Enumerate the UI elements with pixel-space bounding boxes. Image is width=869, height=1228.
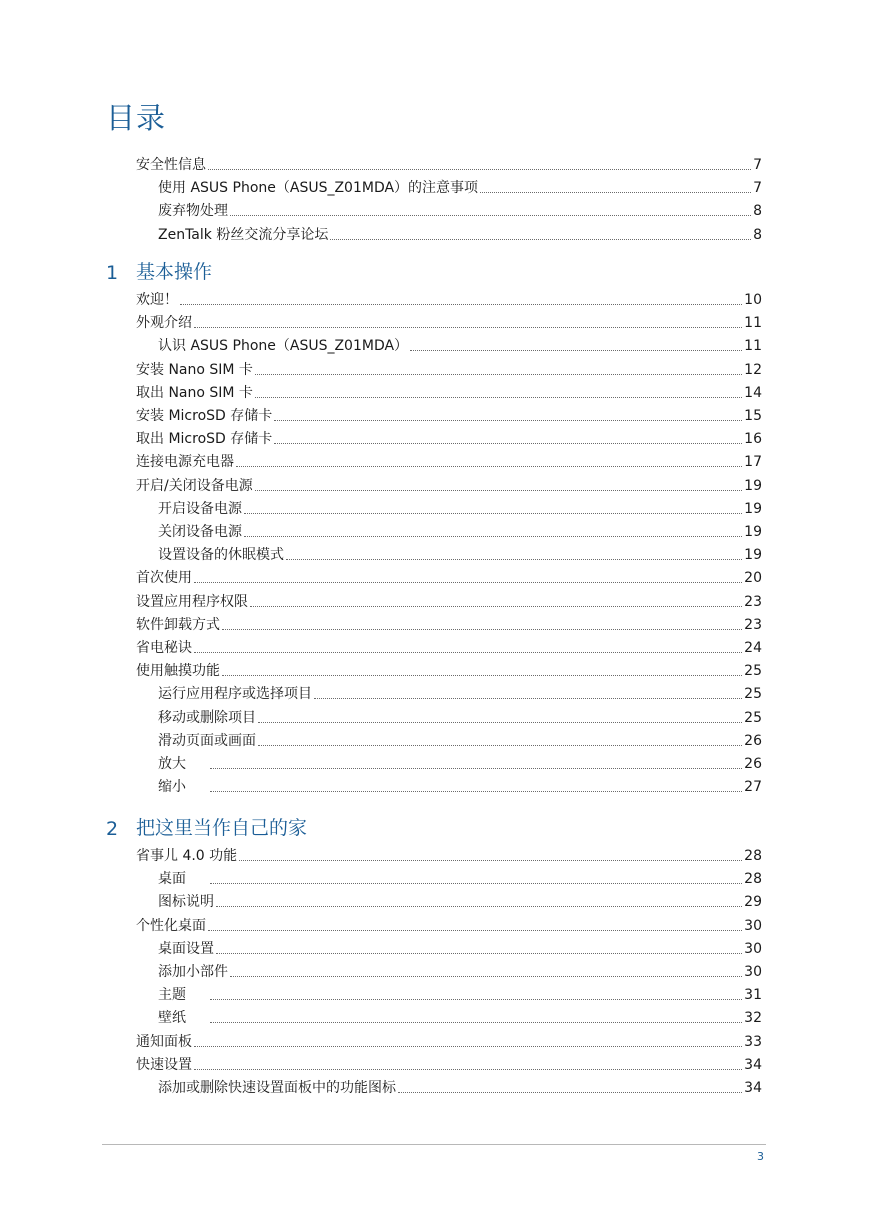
toc-entry-page: 15: [744, 408, 762, 424]
footer-page-number: 3: [757, 1150, 764, 1163]
toc-entry[interactable]: [136, 154, 762, 174]
toc-dot-leader: [258, 721, 742, 723]
toc-dot-leader: [180, 303, 742, 305]
toc-entry-label: 图标说明: [158, 894, 214, 911]
toc-entry-page: 23: [744, 593, 762, 610]
toc-entry-label: 滑动页面或画面: [158, 732, 256, 749]
toc-entry-label: 欢迎！: [136, 292, 178, 308]
toc-entry-label: 个性化桌面: [136, 917, 206, 934]
toc-entry-page: 34: [744, 1056, 762, 1073]
toc-entry-page: 19: [744, 477, 762, 494]
toc-entry-page: 28: [744, 871, 762, 888]
toc-entry-page: 10: [744, 292, 762, 308]
toc-dot-leader: [210, 882, 742, 884]
toc-dot-leader: [239, 859, 742, 861]
toc-entry[interactable]: [136, 359, 762, 379]
toc-entry[interactable]: [136, 289, 762, 309]
toc-dot-leader: [330, 238, 751, 240]
toc-entry[interactable]: [136, 915, 762, 935]
toc-entry[interactable]: [136, 312, 762, 332]
toc-entry[interactable]: [158, 730, 762, 750]
toc-entry-page: 30: [744, 964, 762, 980]
toc-entry-page: 14: [744, 384, 762, 401]
chapter-number: 1: [106, 262, 119, 284]
toc-entry[interactable]: [136, 382, 762, 402]
toc-entry-page: 34: [744, 1080, 762, 1096]
toc-entry-page: 26: [744, 732, 762, 749]
footer-divider: [102, 1144, 766, 1145]
toc-entry-label: 主题: [158, 987, 186, 1004]
toc-entry-label: 认识 ASUS Phone（ASUS_Z01MDA）: [158, 338, 409, 355]
toc-entry-page: 19: [744, 547, 762, 564]
toc-entry-label: 安装 Nano SIM 卡: [136, 361, 253, 378]
toc-entry-label: 关闭设备电源: [158, 524, 242, 540]
toc-dot-leader: [258, 744, 742, 746]
toc-dot-leader: [480, 191, 751, 193]
toc-entry[interactable]: [136, 475, 762, 495]
toc-entry-label: 快速设置: [136, 1056, 192, 1073]
toc-entry[interactable]: [136, 1031, 762, 1051]
toc-entry[interactable]: [136, 845, 762, 865]
toc-entry-page: 19: [744, 500, 762, 517]
toc-entry[interactable]: [136, 567, 762, 587]
toc-entry-page: 32: [744, 1010, 762, 1027]
toc-entry-label: 通知面板: [136, 1033, 192, 1050]
toc-entry-page: 11: [744, 338, 762, 355]
toc-entry[interactable]: [158, 707, 762, 727]
toc-entry-label: 使用 ASUS Phone（ASUS_Z01MDA）的注意事项: [158, 180, 479, 197]
chapter-heading[interactable]: [106, 258, 212, 284]
toc-entry-label: 设置设备的休眠模式: [158, 547, 284, 564]
toc-entry-label: 废弃物处理: [158, 203, 228, 220]
toc-entry[interactable]: [158, 544, 762, 564]
toc-entry-label: 省事儿 4.0 功能: [136, 848, 238, 864]
toc-dot-leader: [230, 975, 742, 977]
toc-dot-leader: [230, 214, 751, 216]
toc-entry-label: 取出 Nano SIM 卡: [136, 384, 253, 401]
toc-entry[interactable]: [158, 868, 762, 888]
chapter-number: 2: [106, 818, 119, 840]
toc-entry[interactable]: [158, 498, 762, 518]
toc-dot-leader: [210, 1021, 742, 1023]
toc-entry-page: 20: [744, 570, 762, 587]
chapter-title: 把这里当作自己的家: [136, 817, 308, 839]
toc-entry-label: 省电秘诀: [136, 640, 192, 656]
toc-entry[interactable]: [136, 451, 762, 471]
toc-dot-leader: [194, 1068, 742, 1070]
toc-entry-page: 24: [744, 640, 762, 656]
toc-dot-leader: [286, 558, 742, 560]
toc-entry-label: 桌面: [158, 871, 186, 888]
toc-entry-label: 添加小部件: [158, 964, 228, 980]
toc-entry-page: 30: [744, 940, 762, 957]
toc-entry[interactable]: [158, 961, 762, 981]
toc-dot-leader: [194, 581, 742, 583]
toc-entry-page: 17: [744, 454, 762, 471]
toc-entry-page: 29: [744, 894, 762, 911]
toc-entry[interactable]: [158, 177, 762, 197]
toc-entry-page: 11: [744, 315, 762, 332]
toc-entry-label: 开启/关闭设备电源: [136, 477, 253, 494]
toc-entry[interactable]: [136, 637, 762, 657]
toc-entry-page: 25: [744, 663, 762, 680]
toc-entry[interactable]: [158, 335, 762, 355]
toc-entry[interactable]: [136, 614, 762, 634]
toc-dot-leader: [274, 419, 742, 421]
toc-entry-label: 桌面设置: [158, 940, 214, 957]
toc-dot-leader: [222, 628, 742, 630]
toc-entry-label: 安装 MicroSD 存储卡: [136, 408, 273, 424]
toc-dot-leader: [255, 373, 742, 375]
toc-entry-page: 8: [753, 203, 762, 220]
toc-dot-leader: [398, 1091, 742, 1093]
toc-entry[interactable]: [136, 428, 762, 448]
toc-dot-leader: [210, 998, 742, 1000]
toc-entry-page: 7: [753, 157, 762, 173]
toc-entry-page: 16: [744, 431, 762, 448]
toc-entry[interactable]: [136, 405, 762, 425]
toc-entry[interactable]: [136, 591, 762, 611]
toc-entry-page: 30: [744, 917, 762, 934]
toc-entry-label: 外观介绍: [136, 315, 192, 332]
toc-entry-page: 26: [744, 756, 762, 772]
toc-entry-label: 开启设备电源: [158, 500, 242, 517]
chapter-heading[interactable]: [106, 814, 307, 840]
toc-dot-leader: [222, 674, 742, 676]
toc-entry-page: 31: [744, 987, 762, 1004]
toc-dot-leader: [244, 512, 742, 514]
toc-entry-page: 7: [753, 180, 762, 197]
toc-dot-leader: [410, 349, 742, 351]
toc-entry-label: 软件卸载方式: [136, 616, 220, 633]
toc-dot-leader: [314, 697, 742, 699]
toc-entry[interactable]: [136, 660, 762, 680]
toc-dot-leader: [210, 790, 742, 792]
toc-entry[interactable]: [158, 683, 762, 703]
toc-entry-label: 放大: [158, 756, 186, 772]
toc-dot-leader: [250, 605, 742, 607]
toc-entry-page: 23: [744, 616, 762, 633]
toc-entry-label: 安全性信息: [136, 157, 206, 173]
toc-dot-leader: [210, 767, 742, 769]
toc-entry-label: ZenTalk 粉丝交流分享论坛: [158, 226, 329, 243]
page-title: 目录: [106, 101, 167, 135]
toc-entry[interactable]: [158, 938, 762, 958]
toc-dot-leader: [208, 929, 742, 931]
toc-entry-page: 8: [753, 226, 762, 243]
toc-entry-page: 27: [744, 779, 762, 796]
toc-entry-label: 缩小: [158, 779, 186, 796]
toc-dot-leader: [236, 465, 742, 467]
toc-entry-label: 设置应用程序权限: [136, 593, 248, 610]
toc-entry-page: 25: [744, 709, 762, 726]
toc-dot-leader: [274, 442, 742, 444]
toc-entry-label: 取出 MicroSD 存储卡: [136, 431, 273, 448]
toc-dot-leader: [255, 489, 742, 491]
toc-entry-label: 移动或删除项目: [158, 709, 256, 726]
toc-entry-label: 壁纸: [158, 1010, 186, 1027]
toc-entry-page: 19: [744, 524, 762, 540]
chapter-title: 基本操作: [136, 261, 213, 283]
toc-dot-leader: [194, 1045, 742, 1047]
toc-entry-label: 连接电源充电器: [136, 454, 234, 471]
toc-entry-page: 25: [744, 686, 762, 703]
toc-entry[interactable]: [136, 1054, 762, 1074]
toc-dot-leader: [216, 905, 742, 907]
toc-dot-leader: [194, 326, 742, 328]
toc-entry[interactable]: [158, 224, 762, 244]
toc-dot-leader: [216, 952, 742, 954]
toc-entry-page: 33: [744, 1033, 762, 1050]
toc-entry[interactable]: [158, 200, 762, 220]
toc-entry[interactable]: [158, 1007, 762, 1027]
toc-entry-label: 运行应用程序或选择项目: [158, 686, 312, 703]
toc-entry[interactable]: [158, 891, 762, 911]
toc-entry-label: 使用触摸功能: [136, 663, 220, 680]
toc-dot-leader: [255, 396, 742, 398]
toc-dot-leader: [194, 651, 742, 653]
toc-entry[interactable]: [158, 984, 762, 1004]
toc-dot-leader: [208, 168, 751, 170]
toc-entry-label: 首次使用: [136, 570, 192, 587]
toc-entry-label: 添加或删除快速设置面板中的功能图标: [158, 1080, 396, 1096]
toc-entry-page: 28: [744, 848, 762, 864]
toc-entry[interactable]: [158, 776, 762, 796]
toc-dot-leader: [244, 535, 742, 537]
toc-entry-page: 12: [744, 361, 762, 378]
toc-entry[interactable]: [158, 521, 762, 541]
toc-entry[interactable]: [158, 1077, 762, 1097]
toc-entry[interactable]: [158, 753, 762, 773]
